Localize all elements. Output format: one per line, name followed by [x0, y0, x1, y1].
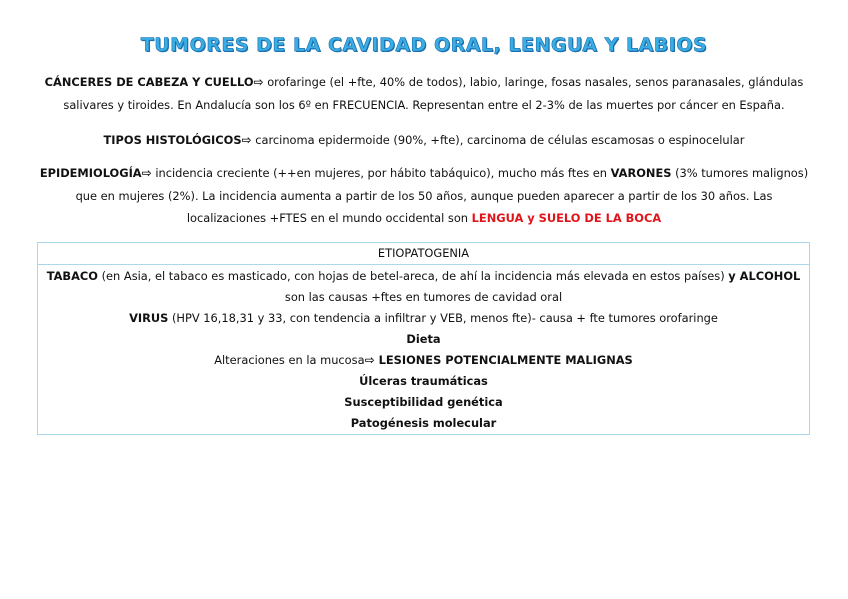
- epidemiologia-heading: EPIDEMIOLOGÍA: [39, 166, 142, 180]
- tabaco-text-1: (en Asia, el tabaco es masticado, con hojas de betel-areca, de ahí la incidencia más elevada en estos países): [97, 269, 729, 283]
- tabaco-label: TABACO: [46, 269, 98, 283]
- table-body: [38, 265, 809, 434]
- table-row-susceptibilidad: [42, 392, 805, 413]
- virus-text: (HPV 16,18,31 y 33, con tendencia a infiltrar y VEB, menos fte)- causa + fte tumores orofaringe: [168, 311, 718, 325]
- paragraph-tipos: [38, 129, 810, 152]
- paragraph-canceres: [38, 71, 810, 116]
- arrow-icon: ⇨: [141, 166, 152, 180]
- localizaciones-highlight: LENGUA y SUELO DE LA BOCA: [471, 211, 662, 225]
- epidemiologia-text-2: (3% tumores malignos) que en mujeres (2%). La incidencia aumenta a partir de los 50 años, aunque pueden aparecer a partir de los 30 años. Las localizaciones +FTES en el mundo occidental son: [75, 166, 809, 225]
- table-row-tabaco: [42, 266, 805, 308]
- epidemiologia-text-1: incidencia creciente (++en mujeres, por hábito tabáquico), mucho más ftes en: [151, 166, 611, 180]
- virus-label: VIRUS: [129, 311, 169, 325]
- alteraciones-text: Alteraciones en la mucosa: [214, 353, 365, 367]
- arrow-icon: ⇨: [364, 353, 375, 367]
- table-row-virus: [42, 308, 805, 329]
- patogenesis-label: Patogénesis molecular: [350, 416, 497, 430]
- tipos-text: carcinoma epidermoide (90%, +fte), carcinoma de células escamosas o espinocelular: [251, 133, 745, 147]
- table-row-ulceras: [42, 371, 805, 392]
- lesiones-label: LESIONES POTENCIALMENTE MALIGNAS: [374, 353, 633, 367]
- table-row-patogenesis: [42, 413, 805, 434]
- susceptibilidad-label: Susceptibilidad genética: [344, 395, 503, 409]
- table-header: ETIOPATOGENIA: [38, 243, 809, 265]
- dieta-label: Dieta: [406, 332, 441, 346]
- page-title: TUMORES DE LA CAVIDAD ORAL, LENGUA Y LABIOS: [140, 34, 708, 56]
- canceres-text: orofaringe (el +fte, 40% de todos), labio, laringe, fosas nasales, senos paranasales, glándulas salivares y tiroides. En Andalucía son los 6º en FRECUENCIA. Representan entre el 2-3% de las muertes por cáncer en España.: [63, 75, 804, 112]
- paragraph-epidemiologia: [38, 162, 810, 230]
- arrow-icon: ⇨: [253, 75, 264, 89]
- canceres-heading: CÁNCERES DE CABEZA Y CUELLO: [44, 75, 254, 89]
- tipos-heading: TIPOS HISTOLÓGICOS: [103, 133, 242, 147]
- table-row-dieta: [42, 329, 805, 350]
- varones-label: VARONES: [610, 166, 672, 180]
- tabaco-text-2: son las causas +ftes en tumores de cavidad oral: [284, 290, 563, 304]
- alcohol-label: y ALCOHOL: [728, 269, 801, 283]
- table-row-alteraciones: [42, 350, 805, 371]
- arrow-icon: ⇨: [241, 133, 252, 147]
- ulceras-label: Úlceras traumáticas: [359, 374, 488, 388]
- etiopatogenia-table: [37, 242, 810, 435]
